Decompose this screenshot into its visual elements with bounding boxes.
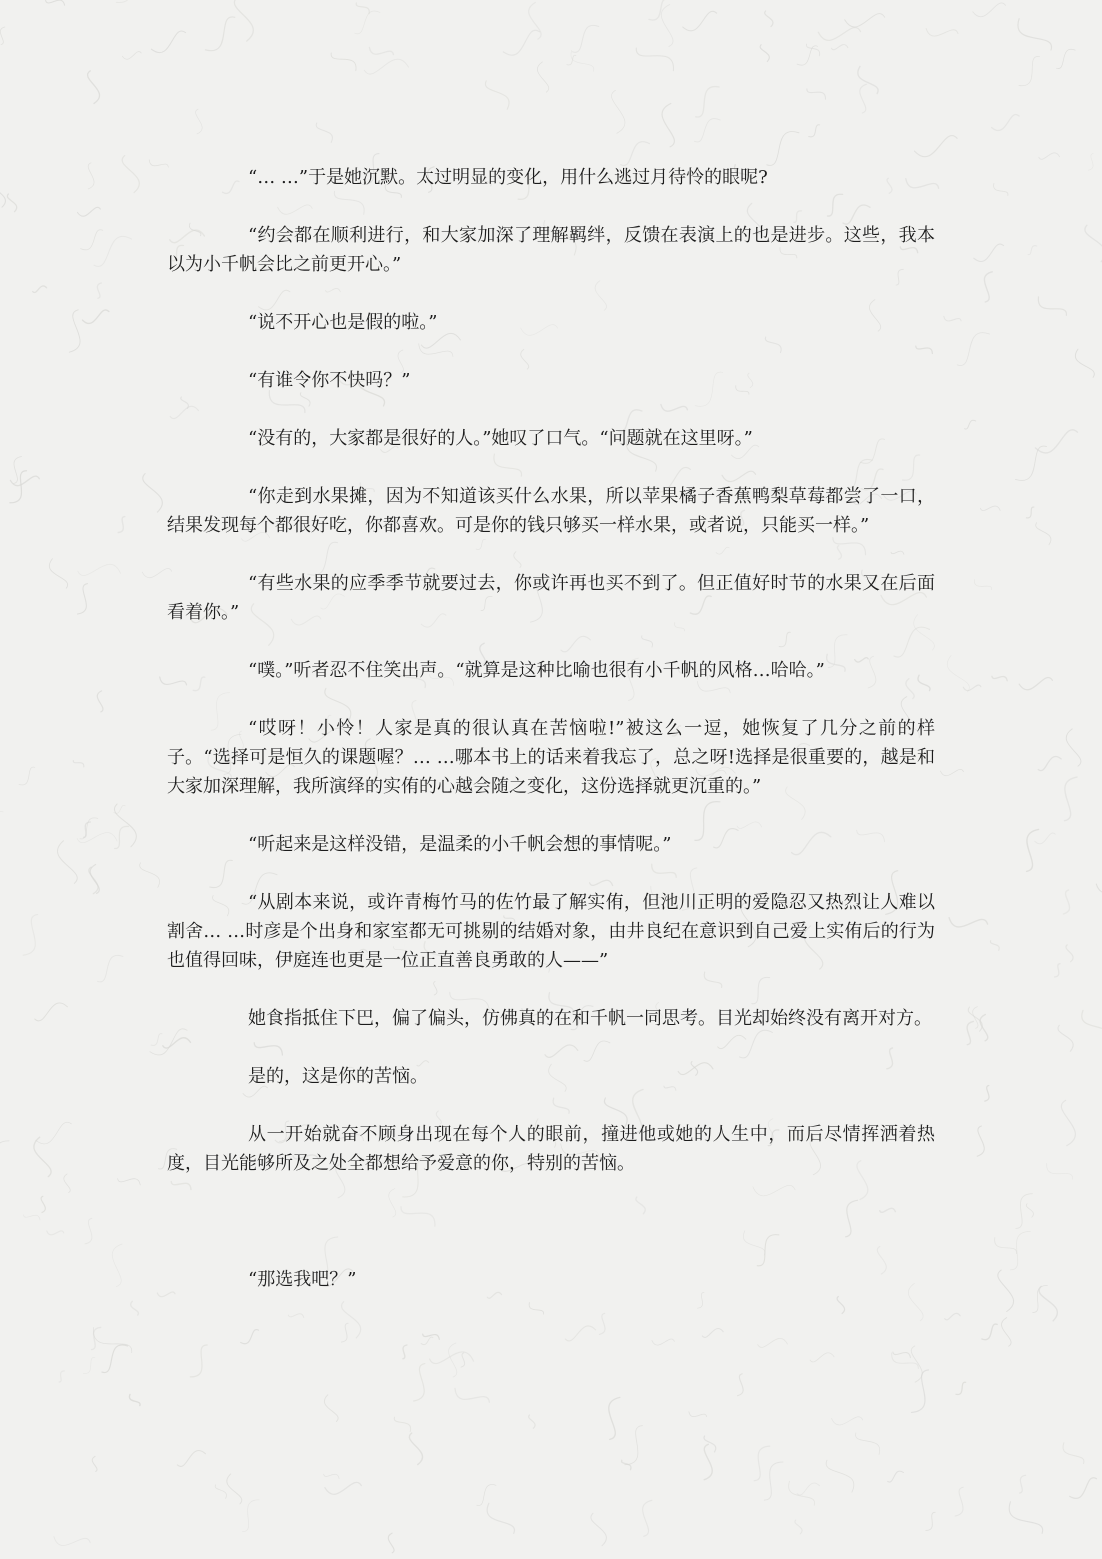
texture-swirl <box>234 0 253 41</box>
texture-swirl <box>227 1474 242 1504</box>
texture-swirl <box>93 1328 131 1353</box>
texture-swirl <box>702 1329 723 1338</box>
paragraph: 她食指抵住下巴，偏了偏头，仿佛真的在和千帆一同思考。目光却始终没有离开对方。 <box>248 1008 932 1029</box>
texture-swirl <box>90 865 99 894</box>
texture-swirl <box>19 767 35 785</box>
texture-swirl <box>985 1086 989 1102</box>
texture-swirl <box>661 5 673 47</box>
texture-swirl <box>860 84 867 113</box>
texture-swirl <box>529 3 541 40</box>
texture-swirl <box>968 1007 982 1031</box>
texture-swirl <box>81 230 103 250</box>
texture-swirl <box>892 1353 919 1369</box>
texture-swirl <box>7 194 16 212</box>
texture-swirl <box>10 471 27 503</box>
texture-swirl <box>760 45 769 62</box>
texture-swirl <box>797 46 818 65</box>
paragraph: “哎呀！小怜！人家是真的很认真在苦恼啦!”被这么一逗，她恢复了几分之前的样子。“选择可是恒久的课题喔？… …哪本书上的话来着我忘了，总之呀!选择是很重要的，越是和大家加深理解，我所演绎的实侑的心越会随之变化，这份选择就更沉重的。” <box>167 718 935 797</box>
texture-swirl <box>83 310 109 324</box>
texture-swirl <box>80 818 98 839</box>
texture-swirl <box>140 863 160 888</box>
texture-swirl <box>316 123 332 142</box>
texture-swirl <box>915 136 958 157</box>
texture-swirl <box>78 207 101 216</box>
texture-swirl <box>1033 1286 1048 1313</box>
texture-swirl <box>409 1433 422 1465</box>
texture-swirl <box>1026 1204 1033 1218</box>
texture-swirl <box>1035 430 1077 453</box>
texture-swirl <box>683 11 717 31</box>
paragraph: “噗。”听者忍不住笑出声。“就算是这种比喻也很有小千帆的风格…哈哈。” <box>248 660 825 681</box>
texture-swirl <box>984 272 992 302</box>
texture-swirl <box>974 244 1004 261</box>
texture-swirl <box>926 28 958 36</box>
texture-swirl <box>149 160 168 167</box>
texture-swirl <box>88 71 100 104</box>
texture-swirl <box>143 474 163 512</box>
texture-swirl <box>957 333 989 366</box>
texture-swirl <box>1026 507 1034 518</box>
texture-swirl <box>64 1174 70 1193</box>
texture-swirl <box>956 1382 966 1394</box>
texture-swirl <box>980 506 1000 510</box>
texture-swirl <box>832 1417 863 1425</box>
texture-swirl <box>102 1345 128 1373</box>
texture-swirl <box>84 822 91 837</box>
texture-swirl <box>10 476 39 486</box>
texture-swirl <box>789 1481 815 1505</box>
texture-swirl <box>977 1126 984 1156</box>
texture-swirl <box>324 1395 338 1422</box>
texture-swirl <box>807 89 826 99</box>
texture-swirl <box>1028 246 1037 255</box>
texture-swirl <box>529 1415 535 1428</box>
texture-swirl <box>205 17 234 51</box>
texture-swirl <box>926 1512 935 1530</box>
texture-swirl <box>356 3 369 14</box>
texture-swirl <box>611 90 624 133</box>
texture-swirl <box>331 53 356 71</box>
texture-swirl <box>122 156 139 193</box>
texture-swirl <box>832 45 848 50</box>
texture-swirl <box>649 0 668 20</box>
texture-swirl <box>1063 1443 1084 1464</box>
texture-swirl <box>36 1122 72 1144</box>
texture-swirl <box>625 1426 643 1465</box>
texture-swirl <box>54 1537 90 1546</box>
texture-swirl <box>998 1270 1014 1311</box>
texture-swirl <box>806 44 819 56</box>
texture-swirl <box>565 1326 595 1341</box>
texture-swirl <box>89 867 98 894</box>
texture-swirl <box>893 1352 911 1358</box>
texture-swirl <box>1061 1100 1075 1145</box>
texture-swirl <box>945 1313 961 1319</box>
texture-swirl <box>59 1371 64 1382</box>
texture-swirl <box>1064 890 1070 914</box>
texture-swirl <box>49 559 67 589</box>
texture-swirl <box>1015 446 1046 480</box>
texture-swirl <box>241 1330 259 1344</box>
paragraph: “说不开心也是假的啦。” <box>248 312 438 333</box>
texture-swirl <box>1096 884 1102 893</box>
texture-swirl <box>1075 349 1094 377</box>
texture-swirl <box>1027 829 1039 871</box>
texture-swirl <box>797 1483 820 1495</box>
paragraph: “从剧本来说，或许青梅竹马的佐竹最了解实侑，但池川正明的爱隐忍又热烈让人难以割舍… …时彦是个出身和家室都无可挑剔的结婚对象，由井良纪在意识到自己爱上实侑后的行为也值得回味，伊庭连也更是一位正直善良勇敢的人——” <box>167 892 935 971</box>
texture-swirl <box>940 769 963 775</box>
texture-swirl <box>992 676 1007 681</box>
texture-swirl <box>689 1412 707 1417</box>
paragraph: 是的，这是你的苦恼。 <box>248 1066 428 1087</box>
texture-swirl <box>92 1456 97 1471</box>
texture-swirl <box>461 1353 465 1367</box>
texture-swirl <box>364 59 408 74</box>
texture-swirl <box>243 1500 260 1532</box>
texture-swirl <box>1002 1318 1012 1347</box>
texture-swirl <box>994 183 1008 195</box>
texture-swirl <box>1055 964 1060 977</box>
texture-swirl <box>355 11 380 34</box>
texture-swirl <box>982 1324 997 1340</box>
texture-swirl <box>369 47 393 54</box>
texture-swirl <box>24 1215 41 1220</box>
texture-swirl <box>738 1374 744 1396</box>
texture-swirl <box>1019 678 1052 690</box>
texture-swirl <box>112 1244 122 1287</box>
paragraph: “你走到水果摊，因为不知道该买什么水果，所以苹果橘子香蕉鸭梨草莓都尝了一口，结果发现每个都很好吃，你都喜欢。可是你的钱只够买一样水果，或者说，只能买一样。” <box>167 486 935 536</box>
texture-swirl <box>57 841 77 884</box>
texture-swirl <box>94 236 132 266</box>
texture-swirl <box>118 517 125 533</box>
texture-swirl <box>1016 1194 1033 1229</box>
texture-swirl <box>47 1231 64 1235</box>
texture-swirl <box>1058 1025 1073 1051</box>
texture-swirl <box>423 1334 440 1339</box>
paragraph: “有些水果的应季季节就要过去，你或许再也买不到了。但正值好时节的水果又在后面看着你。” <box>167 573 935 623</box>
texture-swirl <box>1020 1475 1026 1493</box>
texture-swirl <box>609 1397 620 1439</box>
texture-swirl <box>414 1364 425 1401</box>
texture-swirl <box>77 833 117 843</box>
texture-swirl <box>1056 49 1075 68</box>
texture-swirl <box>341 1323 348 1342</box>
texture-swirl <box>1019 56 1040 85</box>
texture-swirl <box>810 1353 834 1362</box>
texture-swirl <box>888 1471 904 1482</box>
texture-swirl <box>1088 153 1093 170</box>
texture-swirl <box>388 1533 394 1553</box>
texture-swirl <box>704 1436 716 1452</box>
texture-swirl <box>567 55 576 65</box>
texture-swirl <box>85 1218 92 1244</box>
texture-swirl <box>949 918 988 927</box>
texture-swirl <box>795 1520 802 1534</box>
texture-swirl <box>764 1462 783 1500</box>
texture-swirl <box>622 1460 631 1470</box>
texture-swirl <box>83 1357 95 1373</box>
texture-swirl <box>643 1500 652 1536</box>
texture-swirl <box>430 1352 474 1364</box>
texture-swirl <box>116 0 139 3</box>
texture-swirl <box>78 584 88 614</box>
texture-swirl <box>973 3 1006 17</box>
texture-swirl <box>1038 297 1066 315</box>
texture-swirl <box>177 1450 205 1466</box>
paragraph: “有谁令你不快吗？” <box>248 370 411 391</box>
texture-swirl <box>1036 523 1051 545</box>
texture-swirl <box>944 316 961 321</box>
texture-swirl <box>1039 1286 1057 1321</box>
texture-swirl <box>1038 757 1061 771</box>
texture-swirl <box>97 283 101 298</box>
texture-swirl <box>129 1394 140 1405</box>
texture-swirl <box>1066 729 1081 766</box>
texture-swirl <box>115 826 129 848</box>
texture-swirl <box>151 1034 162 1046</box>
texture-swirl <box>636 48 673 71</box>
texture-swirl <box>324 1474 339 1478</box>
texture-swirl <box>0 182 5 208</box>
texture-swirl <box>1065 777 1078 821</box>
texture-swirl <box>621 142 650 166</box>
texture-swirl <box>41 1196 45 1212</box>
texture-swirl <box>765 11 773 27</box>
texture-swirl <box>88 163 94 189</box>
texture-swirl <box>974 580 991 590</box>
texture-swirl <box>1047 1163 1073 1179</box>
texture-swirl <box>965 420 976 429</box>
paragraph: 从一开始就奋不顾身出现在每个人的眼前，撞进他或她的人生中，而后尽情挥洒着热度，目光能够所及之处全都想给予爱意的你，特别的苦恼。 <box>167 1124 935 1174</box>
texture-swirl <box>1082 1010 1102 1036</box>
texture-swirl <box>758 1338 788 1347</box>
texture-swirl <box>662 104 674 147</box>
texture-swirl <box>696 87 719 117</box>
texture-swirl <box>992 115 1020 131</box>
texture-swirl <box>73 761 84 768</box>
texture-swirl <box>652 1339 674 1345</box>
texture-swirl <box>118 1179 141 1185</box>
texture-swirl <box>97 691 103 712</box>
texture-swirl <box>35 1003 68 1021</box>
texture-swirl <box>23 915 37 956</box>
texture-swirl <box>114 805 125 813</box>
texture-swirl <box>69 310 80 352</box>
paragraph: “那选我吧？” <box>248 1269 357 1290</box>
texture-swirl <box>754 1446 770 1481</box>
texture-swirl <box>325 1482 361 1494</box>
texture-swirl <box>809 125 820 137</box>
texture-swirl <box>947 656 969 692</box>
texture-swirl <box>14 457 22 484</box>
texture-swirl <box>151 31 185 53</box>
texture-swirl <box>92 1327 101 1349</box>
texture-swirl <box>0 27 4 45</box>
texture-swirl <box>78 564 121 575</box>
texture-swirl <box>503 30 539 55</box>
texture-swirl <box>1085 225 1102 262</box>
texture-swirl <box>856 1433 880 1455</box>
paragraph: “约会都在顺利进行，和大家加深了理解羁绊，反馈在表演上的也是进步。这些，我本以为小千帆会比之前更开心。” <box>167 225 935 275</box>
texture-swirl <box>967 1021 973 1044</box>
texture-swirl <box>449 1343 457 1377</box>
texture-swirl <box>190 1345 207 1377</box>
story-text <box>167 163 935 1323</box>
texture-swirl <box>767 131 799 165</box>
texture-swirl <box>0 812 3 823</box>
texture-swirl <box>1066 945 1073 962</box>
paragraph: “没有的，大家都是很好的人。”她叹了口气。“问题就在这里呀。” <box>248 428 753 449</box>
texture-swirl <box>1009 1502 1043 1534</box>
texture-swirl <box>537 62 548 92</box>
texture-swirl <box>963 685 981 691</box>
texture-swirl <box>131 1301 139 1315</box>
texture-swirl <box>912 1370 929 1413</box>
texture-swirl <box>990 941 999 951</box>
texture-swirl <box>571 50 594 71</box>
texture-swirl <box>196 109 203 134</box>
texture-swirl <box>845 14 885 27</box>
texture-swirl <box>0 1141 9 1177</box>
texture-swirl <box>33 286 47 293</box>
texture-swirl <box>695 119 721 142</box>
texture-swirl <box>1035 833 1056 844</box>
texture-swirl <box>403 1345 407 1359</box>
texture-swirl <box>911 1346 922 1382</box>
texture-swirl <box>477 1485 496 1506</box>
texture-swirl <box>455 1389 489 1403</box>
texture-swirl <box>215 1485 226 1499</box>
texture-swirl <box>1039 153 1060 159</box>
texture-swirl <box>34 1137 51 1176</box>
texture-swirl <box>114 804 136 847</box>
texture-swirl <box>98 955 123 982</box>
texture-swirl <box>122 52 141 60</box>
texture-swirl <box>858 66 878 93</box>
texture-swirl <box>973 1007 978 1029</box>
texture-swirl <box>826 1460 854 1492</box>
texture-swirl <box>818 28 860 41</box>
texture-swirl <box>573 25 599 52</box>
texture-swirl <box>995 1238 1017 1254</box>
texture-swirl <box>1018 19 1052 50</box>
texture-swirl <box>980 1015 988 1041</box>
texture-swirl <box>704 1444 712 1479</box>
texture-swirl <box>1070 1478 1097 1499</box>
texture-swirl <box>394 1417 410 1431</box>
texture-swirl <box>591 1513 607 1545</box>
paragraph: “听起来是这样没错，是温柔的小千帆会想的事情呢。” <box>248 834 672 855</box>
texture-swirl <box>485 81 509 109</box>
texture-swirl <box>487 1503 514 1533</box>
paragraph: “… …”于是她沉默。太过明显的变化，用什么逃过月待怜的眼呢? <box>248 167 768 188</box>
texture-swirl <box>421 1337 433 1345</box>
texture-swirl <box>955 1487 963 1516</box>
texture-swirl <box>1010 1231 1030 1269</box>
texture-swirl <box>46 0 65 5</box>
